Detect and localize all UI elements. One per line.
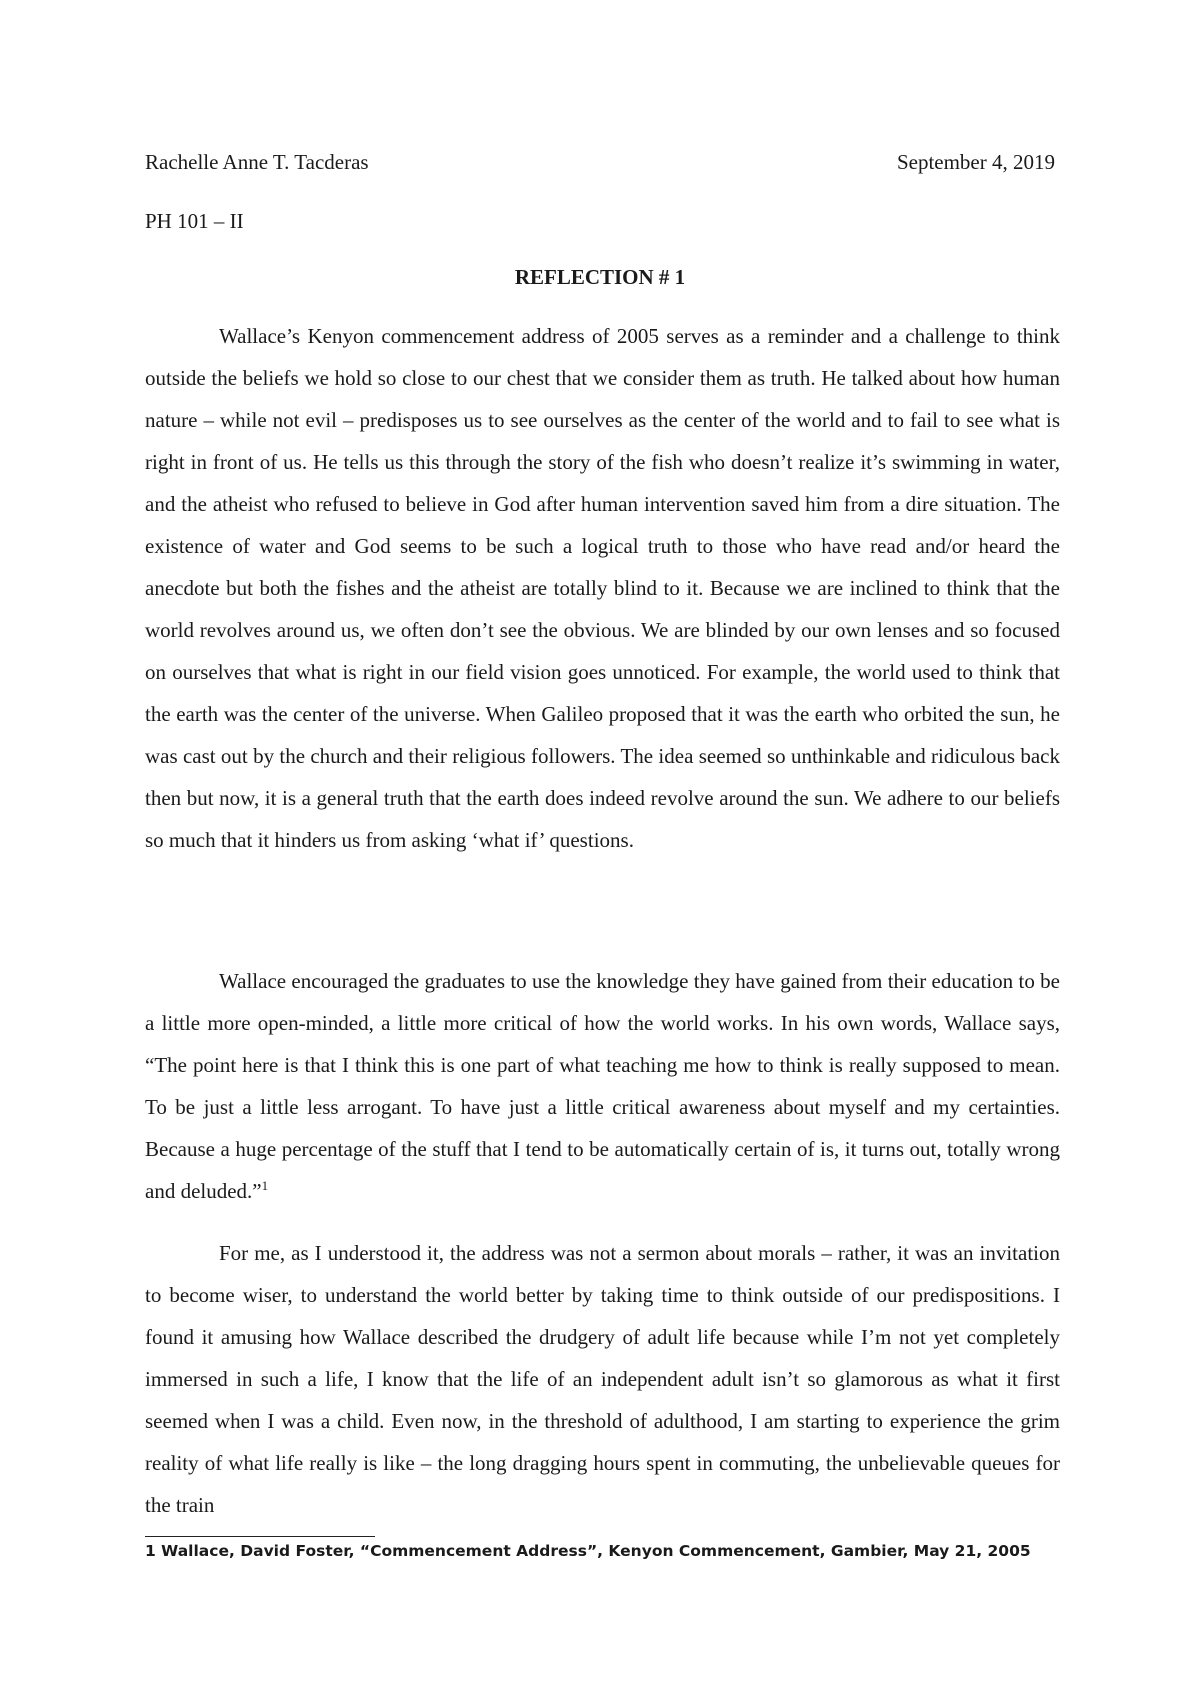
body-paragraph-2-container [145,960,1060,1212]
author-name: Rachelle Anne T. Tacderas [145,150,369,174]
paragraph-text: Wallace encouraged the graduates to use the knowledge they have gained from their education to be a little more open-minded, a little more critical of how the world works. In his own words, Wallace says, “The point here is that I think this is one part of what teaching me how to think is really supposed to mean. To be just a little less arrogant. To have just a little critical awareness about myself and my certainties. Because a huge percentage of the stuff that I tend to be automatically certain of is, it turns out, totally wrong and deluded.” [145,969,1060,1203]
body-paragraph: Wallace’s Kenyon commencement address of 2005 serves as a reminder and a challenge to think outside the beliefs we hold so close to our chest that we consider them as truth. He talked about how human nature – while not evil – predisposes us to see ourselves as the center of the world and to fail to see what is right in front of us. He tells us this through the story of the fish who doesn’t realize it’s swimming in water, and the atheist who refused to believe in God after human intervention saved him from a dire situation. The existence of water and God seems to be such a logical truth to those who have read and/or heard the anecdote but both the fishes and the atheist are totally blind to it. Because we are inclined to think that the world revolves around us, we often don’t see the obvious. We are blinded by our own lenses and so focused on ourselves that what is right in our field vision goes unnoticed. For example, the world used to think that the earth was the center of the universe. When Galileo proposed that it was the earth who orbited the sun, he was cast out by the church and their religious followers. The idea seemed so unthinkable and ridiculous back then but now, it is a general truth that the earth does indeed revolve around the sun. We adhere to our beliefs so much that it hinders us from asking ‘what if’ questions. [145,324,1060,852]
footnote-text: 1 Wallace, David Foster, “Commencement Address”, Kenyon Commencement, Gambier, May 21, 2005 [145,1542,1031,1560]
body-paragraph: For me, as I understood it, the address was not a sermon about morals – rather, it was an invitation to become wiser, to understand the world better by taking time to think outside of our predispositions. I found it amusing how Wallace described the drudgery of adult life because while I’m not yet completely immersed in such a life, I know that the life of an independent adult isn’t so glamorous as what it first seemed when I was a child. Even now, in the threshold of adulthood, I am starting to experience the grim reality of what life really is like – the long dragging hours spent in commuting, the unbelievable queues for the train [145,1241,1060,1517]
course-code: PH 101 – II [145,209,244,233]
body-paragraph [145,960,1060,1212]
document-date: September 4, 2019 [896,150,1055,174]
body-paragraph-3-container [145,1232,1060,1526]
footnote-separator [145,1536,375,1537]
footnote-reference: 1 [261,1178,269,1193]
document-title: REFLECTION # 1 [514,265,686,289]
body-paragraph-1-container [145,315,1060,861]
